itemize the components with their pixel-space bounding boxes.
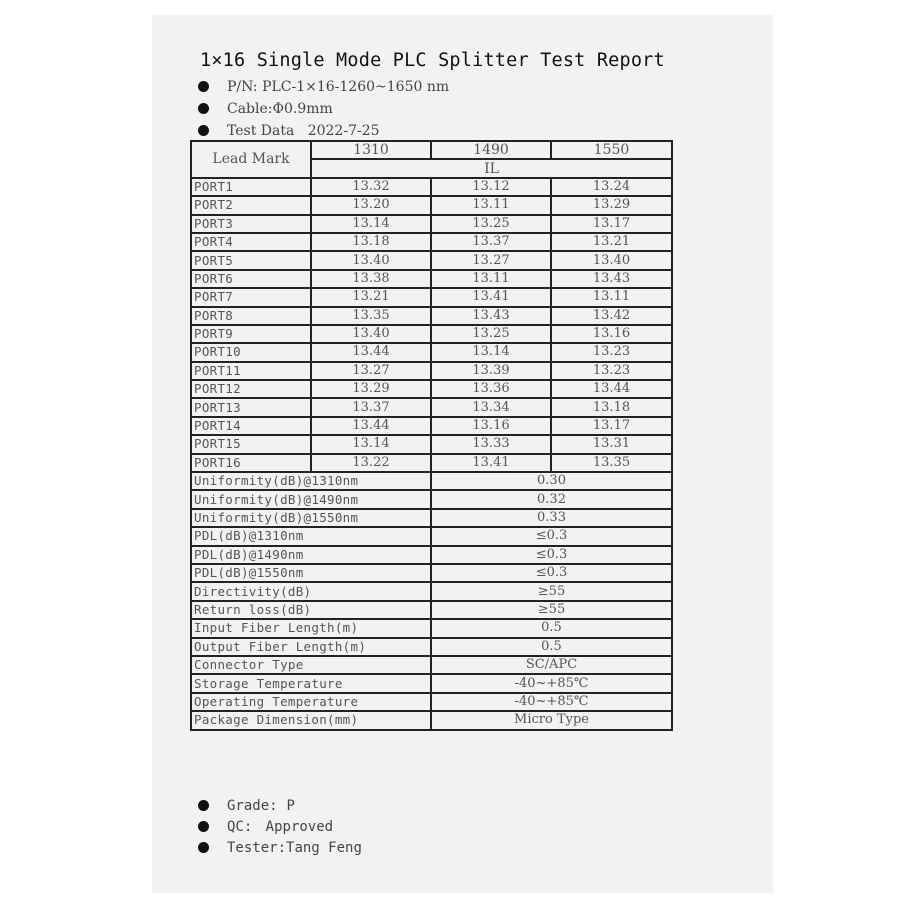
spec-label: Connector Type [191,656,431,674]
tester-line [198,838,362,858]
wavelength-header: 1550 [551,141,672,159]
spec-label: Input Fiber Length(m) [191,619,431,637]
spec-label: PDL(dB)@1490nm [191,546,431,564]
qc-value: Approved [265,819,334,835]
spec-value: -40~+85℃ [431,693,672,711]
port-row [191,196,672,214]
spec-row [191,490,672,508]
il-header: IL [311,159,672,177]
il-value: 13.21 [311,288,431,306]
il-value: 13.43 [431,307,551,325]
port-name: PORT11 [191,362,311,380]
cable-value: Φ0.9mm [272,101,333,117]
wavelength-header: 1490 [431,141,551,159]
port-row [191,270,672,288]
grade-label: Grade: [227,798,278,814]
date-value: 2022-7-25 [307,123,380,139]
il-value: 13.12 [431,178,551,196]
header-row [191,141,672,159]
il-value: 13.36 [431,380,551,398]
il-value: 13.44 [311,417,431,435]
port-row [191,454,672,472]
port-name: PORT9 [191,325,311,343]
cable-line [198,99,333,119]
qc-label: QC: [227,819,253,835]
il-value: 13.44 [551,380,672,398]
il-value: 13.18 [311,233,431,251]
spec-row [191,546,672,564]
il-value: 13.40 [551,251,672,269]
pn-value: PLC-1×16-1260~1650 nm [262,79,450,95]
port-name: PORT12 [191,380,311,398]
port-row [191,362,672,380]
il-value: 13.17 [551,417,672,435]
il-value: 13.17 [551,215,672,233]
spec-row [191,711,672,729]
il-value: 13.27 [431,251,551,269]
il-value: 13.29 [311,380,431,398]
bullet-icon [198,821,209,832]
il-value: 13.42 [551,307,672,325]
port-name: PORT14 [191,417,311,435]
il-value: 13.21 [551,233,672,251]
il-value: 13.25 [431,325,551,343]
il-value: 13.34 [431,398,551,416]
spec-value: ≤0.3 [431,546,672,564]
port-name: PORT13 [191,398,311,416]
part-number-line [198,77,449,97]
port-name: PORT2 [191,196,311,214]
port-name: PORT5 [191,251,311,269]
port-row [191,325,672,343]
bullet-icon [198,125,209,136]
spec-value: Micro Type [431,711,672,729]
grade-value: P [286,798,295,814]
il-value: 13.18 [551,398,672,416]
test-date-line [198,121,380,141]
il-value: 13.44 [311,343,431,361]
report-title: 1×16 Single Mode PLC Splitter Test Report [200,50,665,71]
port-name: PORT3 [191,215,311,233]
spec-value: SC/APC [431,656,672,674]
port-row [191,288,672,306]
tester-value: Tang Feng [286,840,362,856]
il-value: 13.25 [431,215,551,233]
il-value: 13.38 [311,270,431,288]
il-value: 13.22 [311,454,431,472]
pn-label: P/N: [227,79,258,95]
report-paper [152,15,773,893]
bullet-icon [198,800,209,811]
il-value: 13.20 [311,196,431,214]
port-row [191,251,672,269]
spec-value: ≤0.3 [431,527,672,545]
il-value: 13.43 [551,270,672,288]
qc-line [198,817,333,837]
port-row [191,307,672,325]
spec-row [191,674,672,692]
grade-line [198,796,295,816]
spec-value: 0.5 [431,619,672,637]
il-value: 13.35 [551,454,672,472]
spec-label: PDL(dB)@1310nm [191,527,431,545]
spec-row [191,656,672,674]
spec-value: ≥55 [431,582,672,600]
wavelength-header: 1310 [311,141,431,159]
spec-label: Uniformity(dB)@1550nm [191,509,431,527]
il-value: 13.31 [551,435,672,453]
spec-label: Return loss(dB) [191,601,431,619]
il-value: 13.14 [431,343,551,361]
il-value: 13.23 [551,362,672,380]
spec-label: PDL(dB)@1550nm [191,564,431,582]
spec-label: Operating Temperature [191,693,431,711]
il-value: 13.41 [431,454,551,472]
spec-row [191,509,672,527]
spec-row [191,601,672,619]
port-name: PORT8 [191,307,311,325]
port-name: PORT7 [191,288,311,306]
spec-row [191,582,672,600]
spec-value: 0.32 [431,490,672,508]
spec-value: 0.33 [431,509,672,527]
spec-row [191,527,672,545]
spec-label: Uniformity(dB)@1490nm [191,490,431,508]
date-label: Test Data [227,123,295,139]
il-value: 13.37 [311,398,431,416]
il-value: 13.11 [431,270,551,288]
spec-value: ≤0.3 [431,564,672,582]
spec-value: ≥55 [431,601,672,619]
spec-value: 0.5 [431,638,672,656]
port-name: PORT6 [191,270,311,288]
port-row [191,178,672,196]
spec-value: -40~+85℃ [431,674,672,692]
spec-label: Directivity(dB) [191,582,431,600]
il-value: 13.11 [431,196,551,214]
port-row [191,398,672,416]
spec-row [191,472,672,490]
il-value: 13.33 [431,435,551,453]
bullet-icon [198,842,209,853]
spec-label: Output Fiber Length(m) [191,638,431,656]
il-value: 13.14 [311,215,431,233]
lead-mark-header: Lead Mark [191,141,311,178]
bullet-icon [198,81,209,92]
il-value: 13.40 [311,251,431,269]
port-row [191,417,672,435]
port-name: PORT1 [191,178,311,196]
bullet-icon [198,103,209,114]
port-row [191,233,672,251]
spec-label: Package Dimension(mm) [191,711,431,729]
il-value: 13.29 [551,196,672,214]
spec-value: 0.30 [431,472,672,490]
il-value: 13.16 [551,325,672,343]
spec-row [191,619,672,637]
port-name: PORT4 [191,233,311,251]
table-body [191,141,672,730]
port-row [191,435,672,453]
il-value: 13.41 [431,288,551,306]
port-name: PORT10 [191,343,311,361]
spec-label: Storage Temperature [191,674,431,692]
spec-row [191,693,672,711]
il-value: 13.23 [551,343,672,361]
port-name: PORT16 [191,454,311,472]
port-row [191,380,672,398]
il-value: 13.39 [431,362,551,380]
cable-label: Cable: [227,101,273,117]
tester-label: Tester: [227,840,287,856]
spec-label: Uniformity(dB)@1310nm [191,472,431,490]
il-value: 13.32 [311,178,431,196]
spec-row [191,564,672,582]
il-value: 13.14 [311,435,431,453]
test-results-table [190,140,673,731]
il-value: 13.11 [551,288,672,306]
spec-row [191,638,672,656]
il-value: 13.35 [311,307,431,325]
il-value: 13.27 [311,362,431,380]
il-value: 13.37 [431,233,551,251]
il-value: 13.24 [551,178,672,196]
port-row [191,215,672,233]
il-value: 13.16 [431,417,551,435]
il-value: 13.40 [311,325,431,343]
port-name: PORT15 [191,435,311,453]
port-row [191,343,672,361]
